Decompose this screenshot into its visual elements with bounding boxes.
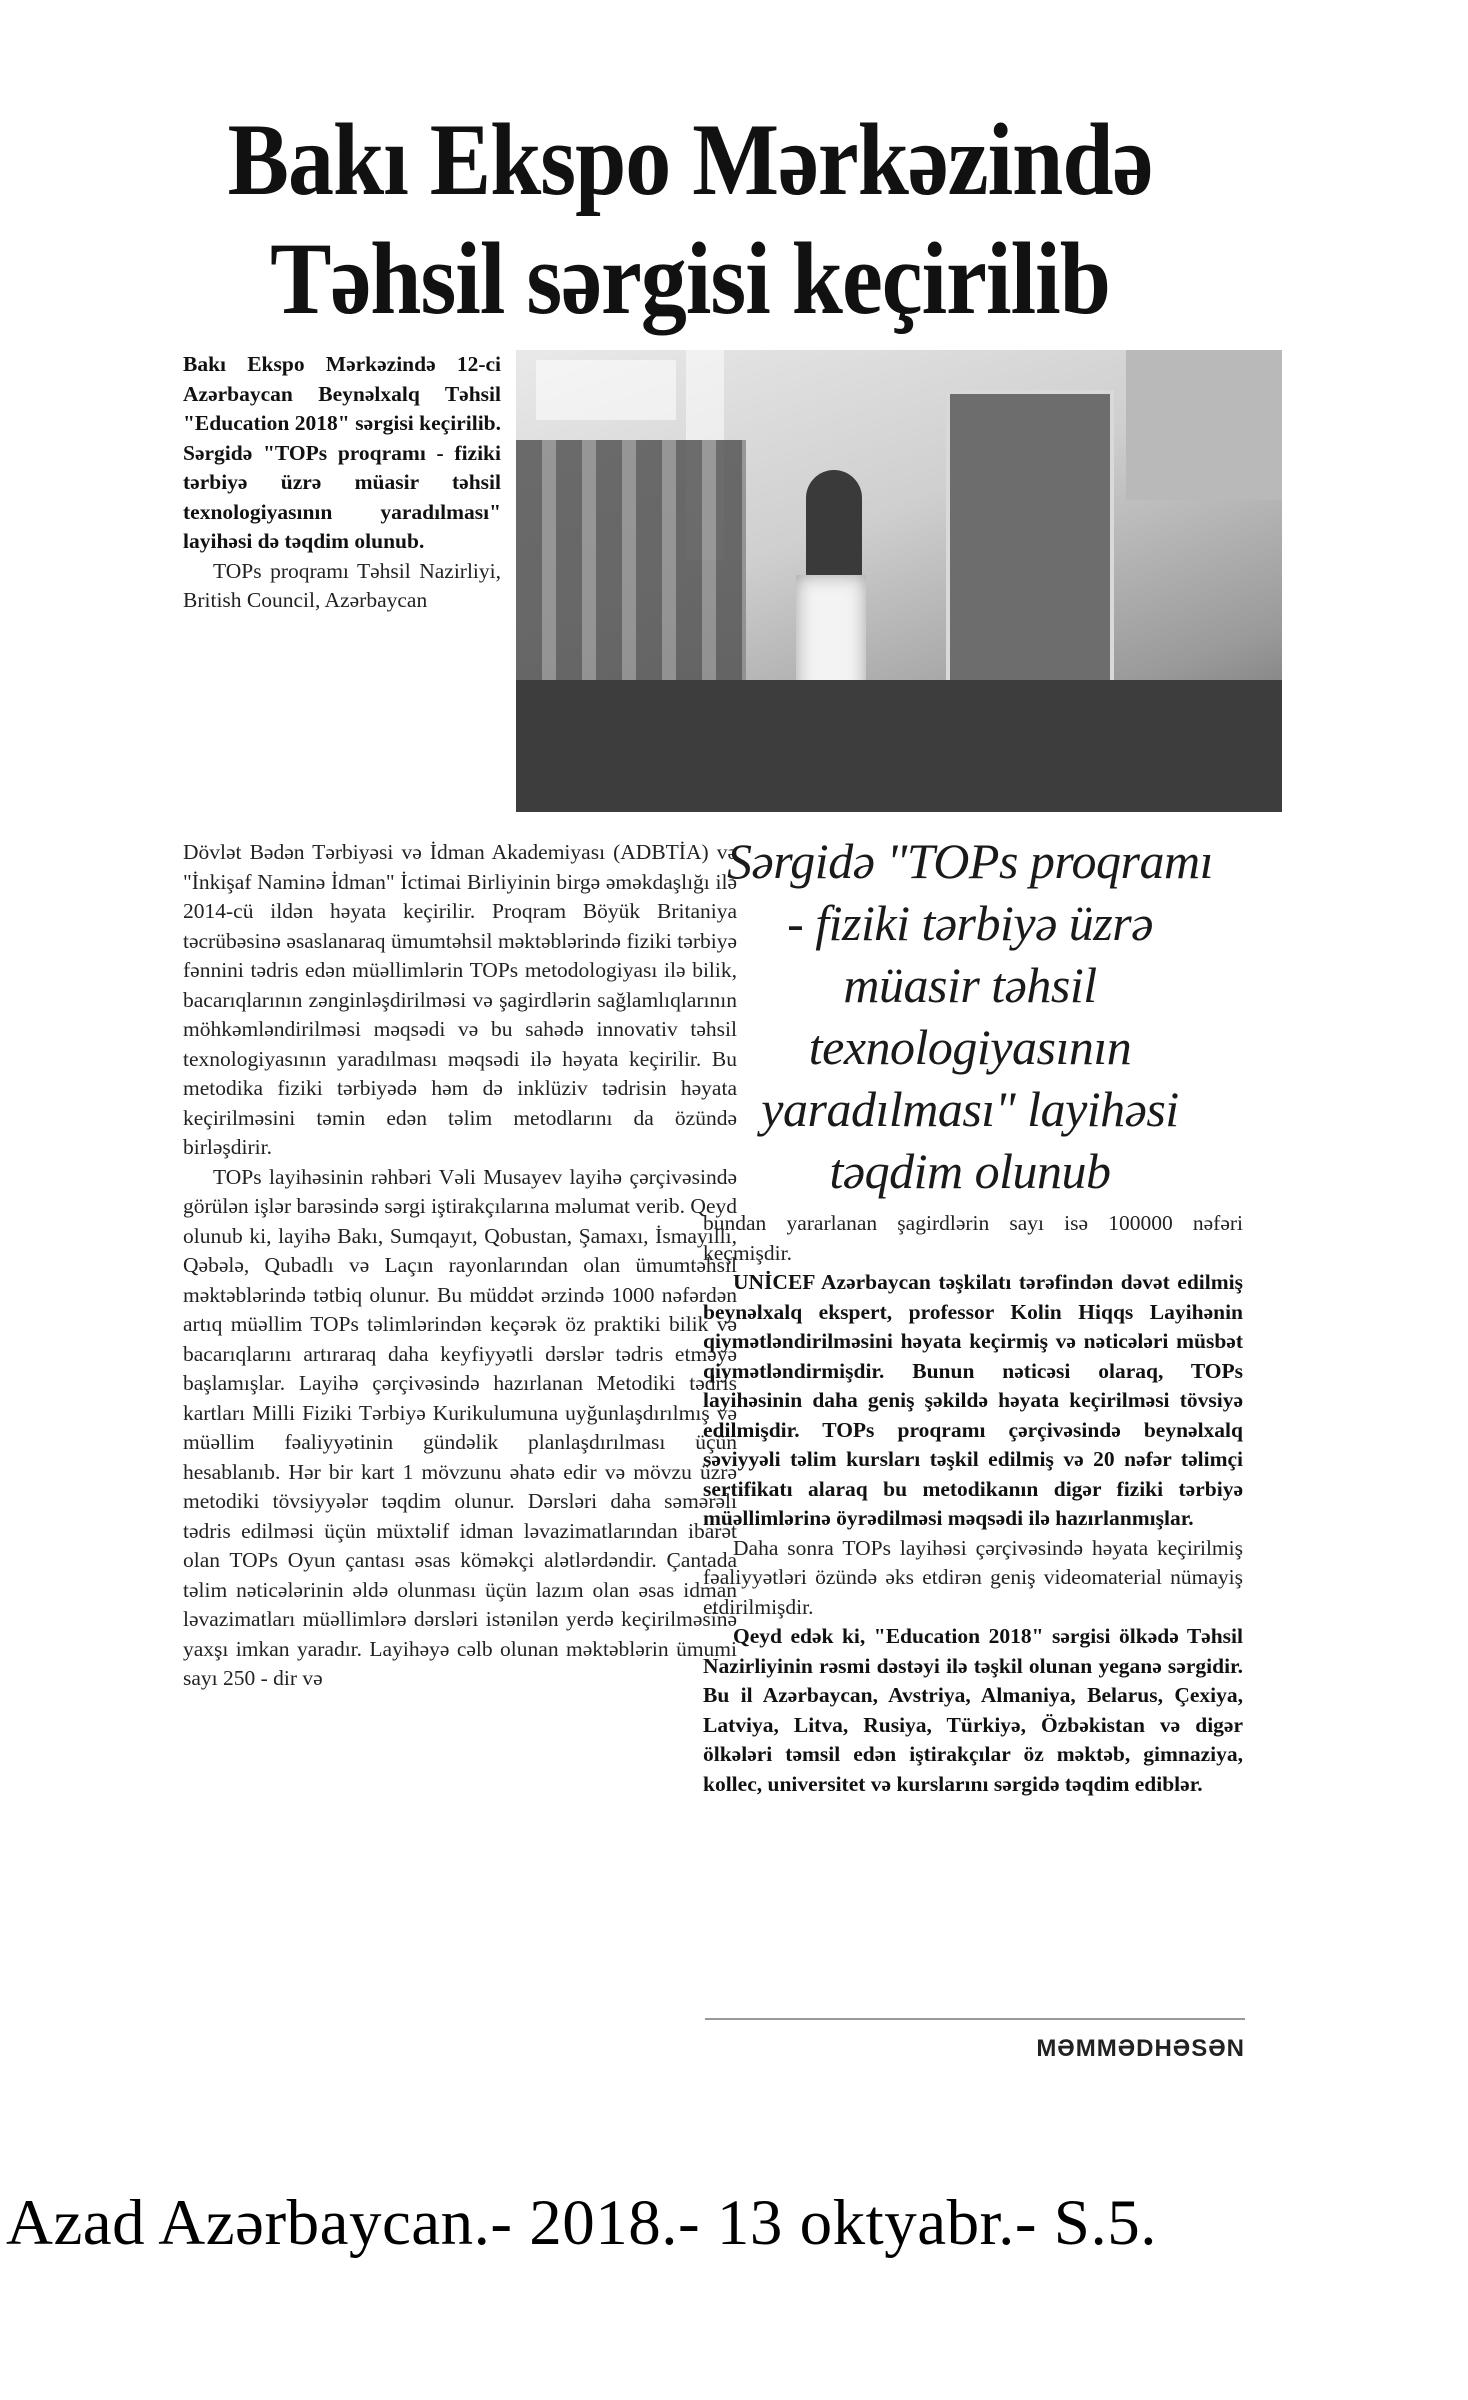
photo-audience bbox=[516, 680, 1282, 812]
newspaper-clipping bbox=[150, 60, 1245, 2062]
body-paragraph: Daha sonra TOPs layihəsi çərçivəsində həyata keçirilmiş fəaliyyətləri özündə əks etdirən geniş videomaterial nümayiş etdirilmişdir. bbox=[703, 1535, 1243, 1619]
headline-line-1: Bakı Ekspo Mərkəzində bbox=[227, 102, 1153, 217]
headline-line-2: Təhsil sərgisi keçirilib bbox=[270, 220, 1110, 336]
bold-text: Qeyd edək ki, "Education 2018" sərgisi ölkədə Təhsil Nazirliyinin rəsmi dəstəyi ilə təşkil olunan yeganə sərgidir. Bu il Azərbaycan, Avstriya, Almaniya, Belarus, Çexiya, Latviya, Litva, Rusiya, Türkiyə, Özbəkistan və digər ölkələri təmsil edən iştirakçılar öz məktəb, gimnaziya, kollec, universitet və kurslarını sərgidə təqdim ediblər. bbox=[703, 1624, 1243, 1796]
photo-sign bbox=[536, 360, 676, 420]
headline bbox=[150, 100, 1230, 337]
bold-text: UNİCEF Azərbaycan təşkilatı tərəfindən dəvət edilmiş beynəlxalq ekspert, professor Kolin Hiqqs Layihənin qiymətləndirilməsini həyata keçirmiş və nəticələri müsbət qiymətləndirmişdir. Bunun nəticəsi olaraq, TOPs layihəsinin daha geniş şəkildə həyata keçirilməsi tövsiyə edilmişdir. TOPs proqramı çərçivəsində beynəlxalq səviyyəli təlim kursları təşkil edilmiş və 20 nəfər təlimçi sertifikatı alaraq bu metodikanın digər fiziki tərbiyə müəllimlərinə öyrədilməsi məqsədi ilə hazırlanmışlar. bbox=[703, 1270, 1243, 1530]
event-photo bbox=[516, 350, 1282, 812]
body-paragraph: Dövlət Bədən Tərbiyəsi və İdman Akademiyası (ADBTİA) və "İnkişaf Naminə İdman" İctimai Birliyinin birgə əməkdaşlığı ilə 2014-cü ildən həyata keçirilir. Proqram Böyük Britaniya təcrübəsinə əsaslanaraq ümumtəhsil məktəblərində fiziki tərbiyə fənnini tədris edən müəllimlərin TOPs metodologiyası ilə bilik, bacarıqlarının zənginləşdirilməsi və şagirdlərin sağlamlıqlarının möhkəmləndirilməsi məqsədi və bu sahədə innovativ təhsil texnologiyasının yaradılması məqsədi ilə həyata keçirilir. Bu metodika fiziki tərbiyədə həm də inklüziv tədrisin həyata keçirilməsini təmin edən təlim metodlarını da özündə birləşdirir. bbox=[183, 840, 737, 1159]
body-paragraph-bold bbox=[703, 1268, 1243, 1534]
source-citation: Azad Azərbaycan.- 2018.- 13 oktyabr.- S.5. bbox=[6, 2187, 1157, 2259]
photo-children bbox=[516, 440, 746, 680]
pull-quote: Sərgidə "TOPs proqramı - fiziki tərbiyə üzrə müasir təhsil texnologiyasının yaradılması" layihəsi təqdim olunub bbox=[727, 833, 1213, 1199]
body-paragraph: TOPs layihəsinin rəhbəri Vəli Musayev layihə çərçivəsində görülən işlər barəsində sərgi iştirakçılarına məlumat verib. Qeyd olunub ki, layihə Bakı, Sumqayıt, Qobustan, Şamaxı, İsmayıllı, Qəbələ, Qubadlı və Laçın rayonlarından olan ümumtəhsil məktəblərində tətbiq olunur. Bu müddət ərzində 1000 nəfərdən artıq müəllim TOPs təlimlərindən keçərək öz praktiki bilik və bacarıqlarını artıraraq daha keyfiyyətli dərslər tədris etməyə başlamışlar. Layihə çərçivəsində hazırlanan Metodiki tədris kartları Milli Fiziki Tərbiyə Kurikulumuna uyğunlaşdırılmış və müəllim fəaliyyətinin gündəlik planlaşdırılması üçün hesablanıb. Hər bir kart 1 mövzunu əhatə edir və mövzu üzrə metodiki tövsiyyələr təqdim olunur. Dərsləri daha səmərəli tədris edilməsi üçün müxtəlif idman ləvazimatlarından ibarət olan TOPs Oyun çantası əsas köməkçi alətlərdəndir. Çantada təlim nəticələrinin əldə olunması üçün lazım olan əsas idman ləvazimatları müəllimlərə dərsləri istənilən yerdə keçirilməsinə yaxşı imkan yaradır. Layihəyə cəlb olunan məktəblərin ümumi sayı 250 - dir və bbox=[183, 1164, 737, 1690]
photo-poster bbox=[946, 390, 1114, 728]
photo-screen bbox=[1126, 350, 1282, 500]
left-column bbox=[183, 838, 737, 1694]
author-signature: MƏMMƏDHƏSƏN bbox=[1036, 2035, 1245, 2062]
photo-speaker bbox=[806, 470, 862, 580]
lead-paragraph bbox=[183, 350, 501, 557]
lead-bold-text: Bakı Ekspo Mərkəzində 12-ci Azərbaycan Beynəlxalq Təhsil "Education 2018" sərgisi keçirilib. Sərgidə "TOPs proqramı - fiziki tərbiyə üzrə müasir təhsil texnologiyasının yaradılması" layihəsi də təqdim olunub. bbox=[183, 352, 501, 553]
signature-divider bbox=[705, 2018, 1245, 2020]
right-column bbox=[703, 1209, 1243, 1799]
body-paragraph: bundan yararlanan şagirdlərin sayı isə 100000 nəfəri keçmişdir. bbox=[703, 1211, 1243, 1265]
lead-paragraphs bbox=[183, 350, 501, 616]
body-paragraph-bold bbox=[703, 1622, 1243, 1799]
lead-paragraph-2: TOPs proqramı Təhsil Nazirliyi, British Council, Azərbaycan bbox=[183, 558, 501, 612]
